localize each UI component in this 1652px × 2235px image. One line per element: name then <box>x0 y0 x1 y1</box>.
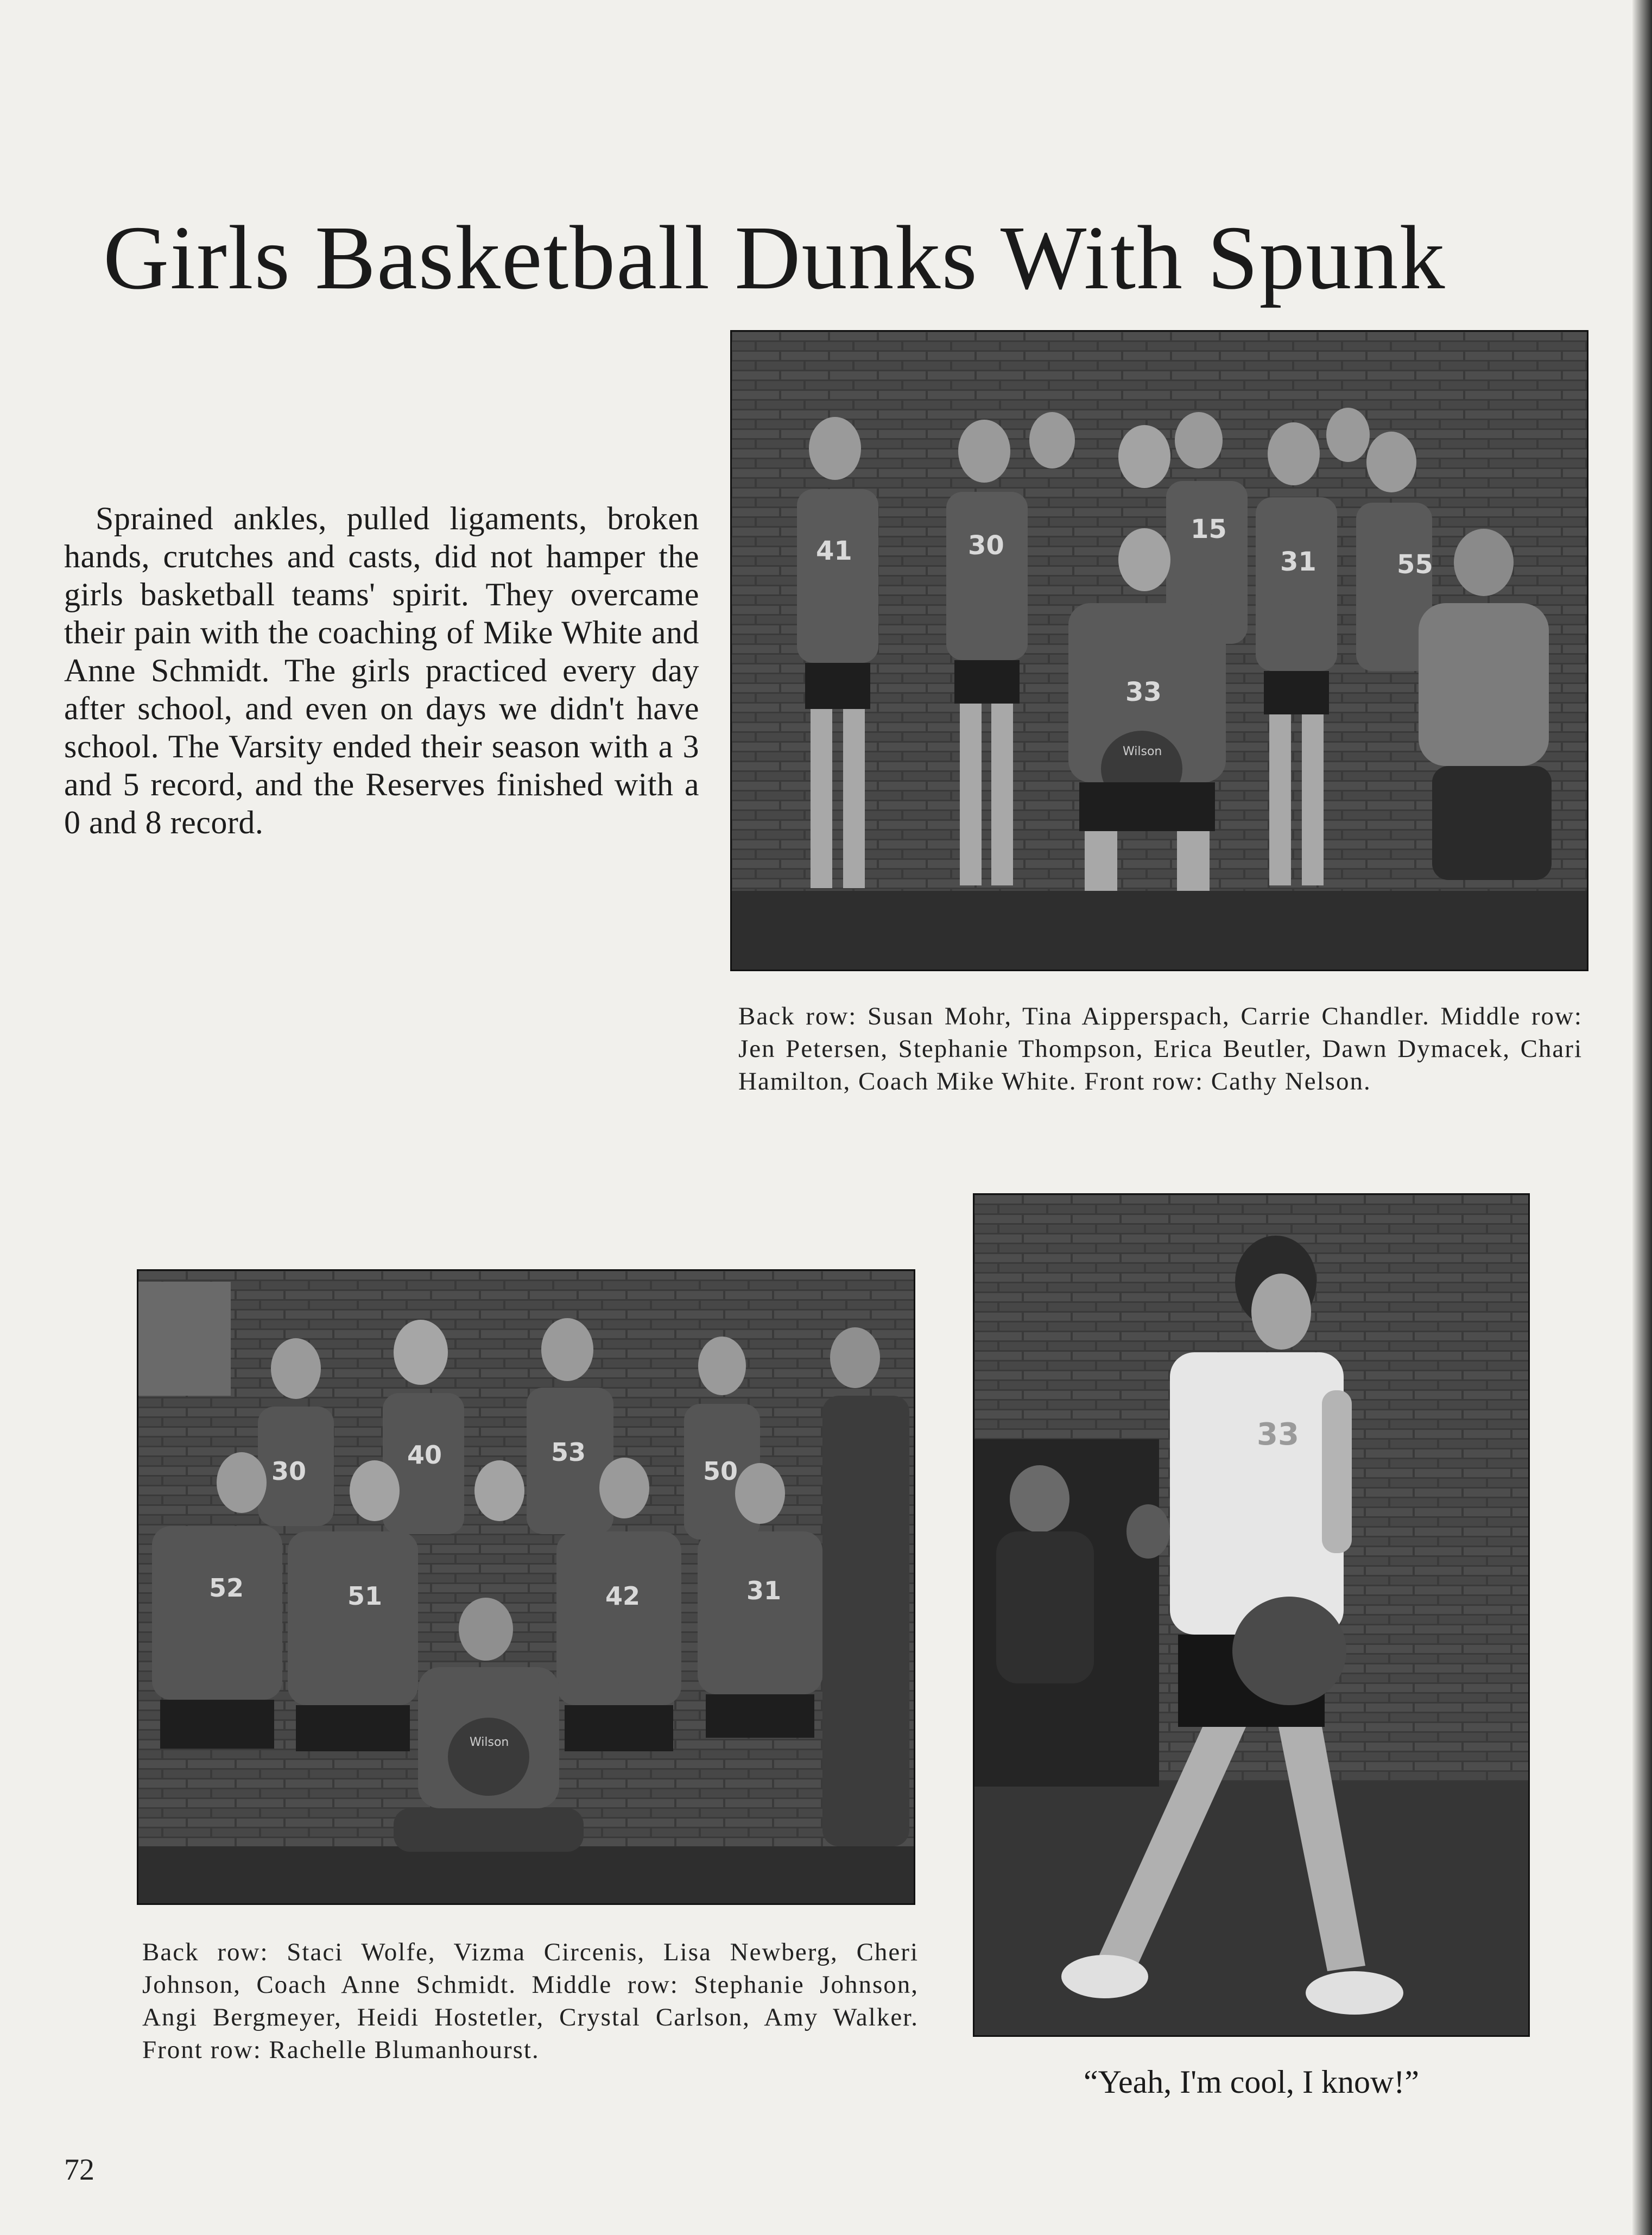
candid-photo-image <box>974 1195 1528 2035</box>
page-number: 72 <box>64 2153 94 2187</box>
jersey-number: 30 <box>271 1457 307 1486</box>
ball-brand: Wilson <box>470 1736 509 1749</box>
jersey-number: 52 <box>209 1573 244 1603</box>
reserves-caption: Back row: Staci Wolfe, Vizma Circenis, Lisa Newberg, Cheri Johnson, Coach Anne Schmidt. Middle row: Stephanie Johnson, Angi Bergmeyer, Heidi Hostetler, Crystal Carlson, Amy Walker. Front row: Rachelle Blumanhourst. <box>142 1938 919 2064</box>
jersey-number: 53 <box>551 1438 586 1467</box>
jersey-number: 51 <box>347 1581 383 1611</box>
reserves-team-photo <box>137 1269 915 1905</box>
article-body-text: Sprained ankles, pulled ligaments, broken hands, crutches and casts, did not hamper the girls basketball teams' spirit. They overcame their pain with the coaching of Mike White and Anne Schmidt. The girls practiced every day after school, and even on days we didn't have school. The Varsity ended their season with a 3 and 5 record, and the Reserves finished with a 0 and 8 record. <box>64 501 699 840</box>
varsity-caption: Back row: Susan Mohr, Tina Aipperspach, Carrie Chandler. Middle row: Jen Petersen, Stephanie Thompson, Erica Beutler, Dawn Dymacek, Chari Hamilton, Coach Mike White. Front row: Cathy Nelson. <box>738 1002 1583 1096</box>
ball-brand: Wilson <box>1123 745 1162 758</box>
varsity-photo-image <box>732 332 1587 970</box>
page-binding-edge <box>1632 0 1652 2235</box>
candid-caption: “Yeah, I'm cool, I know!” <box>1084 2064 1419 2100</box>
jersey-number: 40 <box>407 1440 442 1470</box>
jersey-number: 31 <box>746 1576 782 1605</box>
jersey-number: 42 <box>605 1581 641 1611</box>
jersey-number: 15 <box>1191 514 1227 544</box>
jersey-number: 30 <box>968 530 1004 561</box>
jersey-number: 31 <box>1280 547 1316 577</box>
jersey-number: 50 <box>703 1457 738 1486</box>
jersey-number: 33 <box>1125 677 1162 707</box>
article-body <box>64 499 699 841</box>
jersey-number: 33 <box>1257 1417 1299 1452</box>
jersey-number: 55 <box>1397 549 1433 580</box>
article-headline: Girls Basketball Dunks With Spunk <box>103 207 1446 308</box>
varsity-team-photo <box>730 330 1588 971</box>
jersey-number: 41 <box>816 536 852 566</box>
reserves-photo-image <box>138 1271 914 1903</box>
candid-dribbling-photo <box>973 1193 1530 2037</box>
